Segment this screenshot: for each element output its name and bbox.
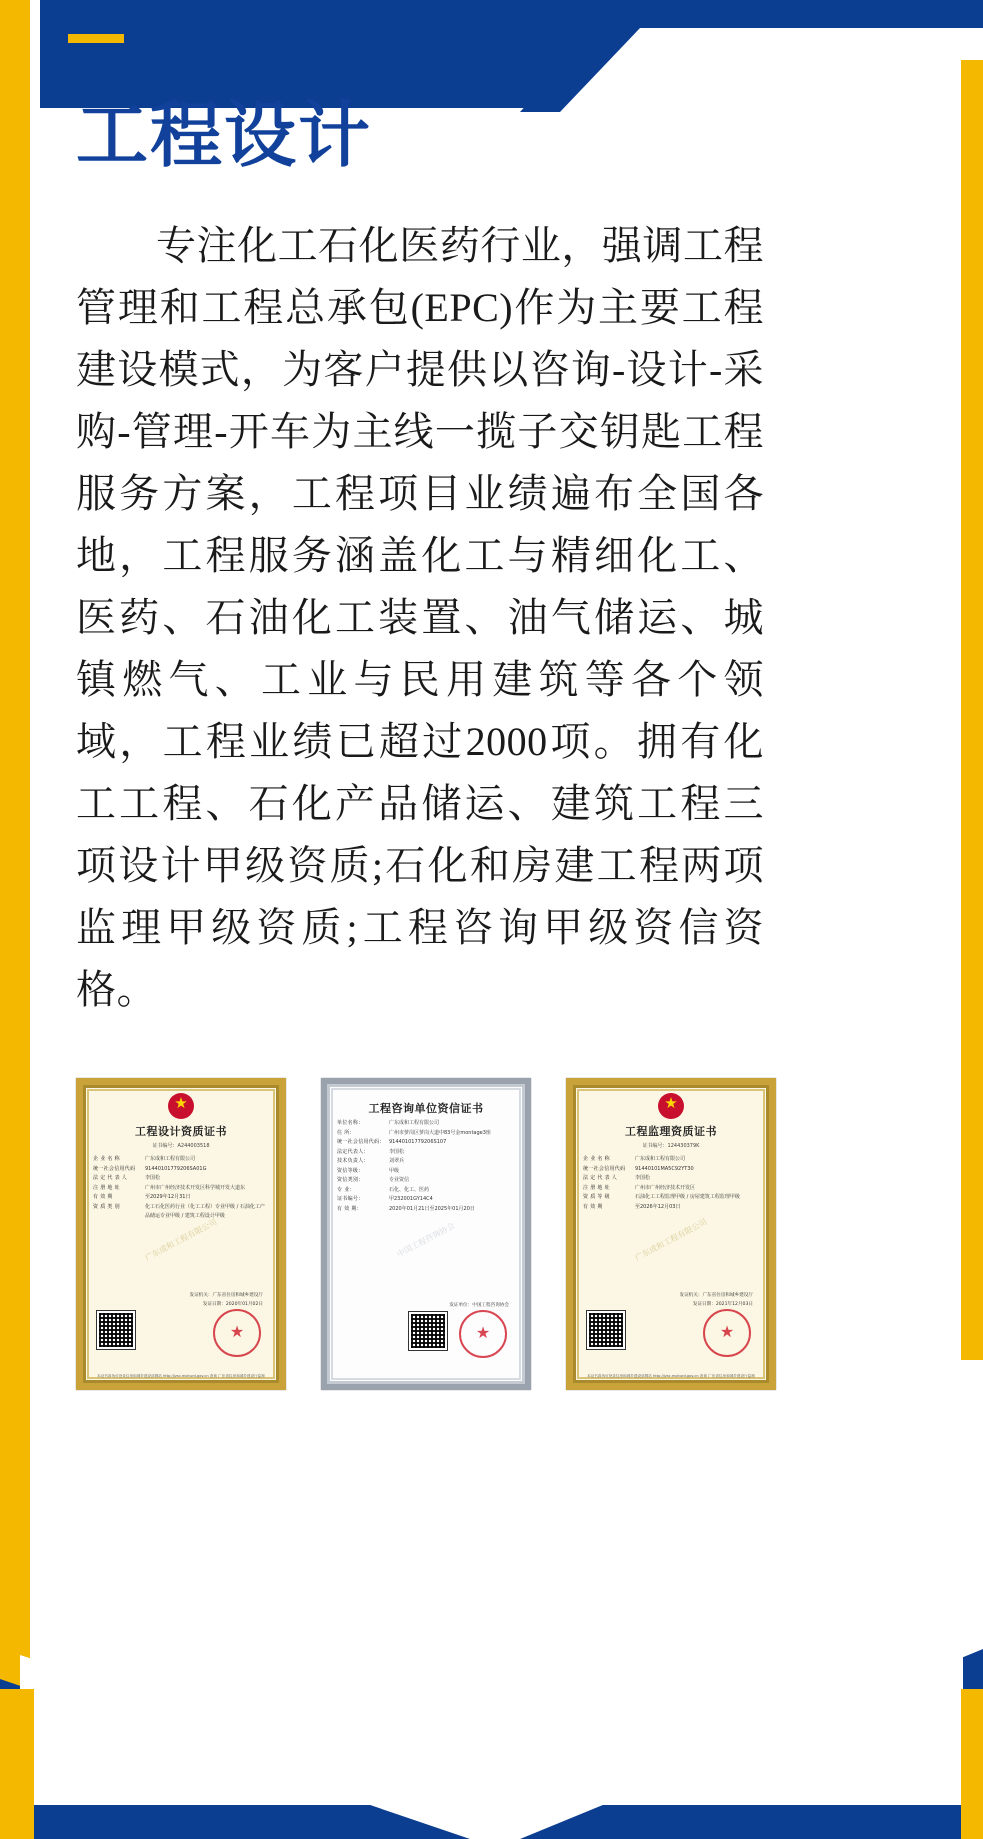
- field-key: 专 业：: [337, 1186, 355, 1193]
- field-key: 资信等级：: [337, 1167, 364, 1174]
- certificate-field: [93, 1184, 269, 1194]
- field-value: 广州市广州经济技术开发区科学城开发大道东: [145, 1184, 246, 1191]
- certificate-field: [337, 1205, 515, 1215]
- certificate-field: [337, 1148, 515, 1158]
- certificate-fields: [327, 1119, 525, 1214]
- field-value: 91440101779206S107: [389, 1139, 447, 1145]
- certificate-field: [583, 1184, 759, 1194]
- qr-code-icon: [97, 1311, 135, 1349]
- certificate-field: [337, 1157, 515, 1167]
- certificate-code: 证书编号：A244003518: [152, 1143, 210, 1149]
- field-key: 证书编号：: [337, 1196, 364, 1202]
- page-title: 工程设计: [76, 93, 373, 177]
- yellow-accent-dash: [68, 34, 124, 43]
- certificate-field: [93, 1174, 269, 1184]
- field-key: 资 质 类 别: [93, 1203, 120, 1210]
- certificate-title: 工程监理资质证书: [625, 1125, 717, 1138]
- certificate-gallery: [76, 1078, 776, 1390]
- content-block: [76, 93, 776, 1021]
- certificate-field: [583, 1165, 759, 1175]
- certificate-issuer-block: [449, 1302, 509, 1310]
- field-key: 统一社会信用代码: [93, 1165, 136, 1172]
- field-value: 甲级: [389, 1167, 400, 1174]
- field-key: 统一社会信用代码：: [337, 1139, 385, 1145]
- certificate-field: [583, 1174, 759, 1184]
- footer-yellow-right: [961, 1689, 983, 1839]
- stamp-icon: [459, 1310, 507, 1358]
- certificate-consulting[interactable]: [321, 1078, 531, 1390]
- field-key: 法 定 代 表 人: [583, 1175, 618, 1181]
- field-key: 资信类别：: [337, 1177, 364, 1183]
- emblem-icon: [168, 1093, 194, 1119]
- certificate-design[interactable]: [76, 1078, 286, 1390]
- footer-yellow-left: [0, 1689, 34, 1839]
- certificate-code: 证书编号：124430379K: [642, 1143, 700, 1149]
- certificate-field: [93, 1155, 269, 1165]
- certificate-field: [93, 1165, 269, 1175]
- certificate-issuer: 发证机关：广东省住房和城乡建设厅: [189, 1293, 263, 1299]
- field-value: 李国松: [389, 1148, 405, 1155]
- qr-code-icon: [587, 1311, 625, 1349]
- certificate-issue-date: 发证日期：2020年01月02日: [202, 1301, 263, 1307]
- footer-decoration: [0, 1409, 983, 1839]
- field-value: 至2026年12月03日: [635, 1203, 681, 1210]
- field-key: 单位名称：: [337, 1120, 364, 1126]
- certificate-field: [93, 1203, 269, 1222]
- field-value: 广东成和工程有限公司: [389, 1120, 440, 1126]
- field-key: 有 效 期: [583, 1203, 603, 1210]
- certificate-issuer-block: [679, 1292, 753, 1309]
- certificate-field: [337, 1138, 515, 1148]
- certificate-footnote: 本证书真伪可登录住房和城乡建设部网站 http://jzsc.mohurd.gov.cn 查询 广东省住房和城乡建设厅监制: [97, 1373, 265, 1378]
- field-key: 企 业 名 称: [93, 1156, 120, 1162]
- field-key: 企 业 名 称: [583, 1156, 610, 1162]
- watermark-text: 广东成和工程有限公司: [143, 1217, 219, 1263]
- field-value: 李国松: [145, 1175, 161, 1181]
- field-value: 广州市广州经济技术开发区: [635, 1184, 696, 1191]
- field-value: 甲232001GY14C4: [389, 1196, 433, 1202]
- stamp-icon: [703, 1309, 751, 1357]
- stamp-icon: [213, 1309, 261, 1357]
- footer-white-chevron: [20, 1475, 963, 1805]
- certificate-field: [337, 1186, 515, 1196]
- field-value: 李国松: [635, 1175, 651, 1181]
- field-value: 石油化工工程监理甲级 / 房屋建筑工程监理甲级: [635, 1194, 740, 1200]
- certificate-field: [337, 1176, 515, 1186]
- certificate-field: [583, 1155, 759, 1165]
- certificate-issuer-block: [189, 1292, 263, 1309]
- certificate-field: [337, 1167, 515, 1177]
- field-value: 刘翠兵: [389, 1158, 405, 1164]
- field-value: 石化、化工、医药: [389, 1186, 430, 1193]
- field-key: 法 定 代 表 人: [93, 1175, 128, 1181]
- certificate-title: 工程设计资质证书: [135, 1125, 227, 1138]
- certificate-fields: [83, 1155, 279, 1222]
- field-key: 法定代表人：: [337, 1148, 369, 1155]
- field-value: 至2029年12月31日: [145, 1194, 191, 1200]
- field-key: 住 所：: [337, 1129, 355, 1136]
- field-value: 2020年01月21日至2025年01月20日: [389, 1205, 475, 1212]
- certificate-issuer: 发证机关：广东省住房和城乡建设厅: [679, 1293, 753, 1299]
- watermark-text: 广东成和工程有限公司: [633, 1217, 709, 1263]
- certificate-field: [337, 1119, 515, 1129]
- certificate-field: [583, 1203, 759, 1213]
- emblem-icon: [658, 1093, 684, 1119]
- field-value: 91440101779206SA01G: [145, 1165, 207, 1172]
- right-yellow-bar: [961, 60, 983, 1360]
- field-key: 注 册 地 址: [583, 1184, 610, 1191]
- field-key: 有 效 期: [93, 1194, 113, 1200]
- field-key: 有 效 期：: [337, 1205, 362, 1212]
- certificate-field: [337, 1195, 515, 1205]
- certificate-field: [337, 1129, 515, 1139]
- certificate-footnote: 本证书真伪可登录住房和城乡建设部网站 http://jzsc.mohurd.gov.cn 查询 广东省住房和城乡建设厅监制: [587, 1373, 755, 1378]
- field-value: 专业资信: [389, 1177, 410, 1183]
- field-key: 资 质 等 级: [583, 1194, 610, 1200]
- certificate-issue-date: 发证日期：2021年12月03日: [692, 1301, 753, 1307]
- field-key: 技术负责人：: [337, 1158, 369, 1164]
- field-value: 广州市萝岗区萝岗大道中83号金montage3座: [389, 1129, 491, 1136]
- certificate-field: [583, 1193, 759, 1203]
- field-key: 统一社会信用代码: [583, 1165, 626, 1172]
- field-key: 注 册 地 址: [93, 1184, 120, 1191]
- field-value: 广东成和工程有限公司: [635, 1156, 686, 1162]
- field-value: 化工石化医药行业（化工工程）专业甲级 / 石油化工产品储运专业甲级 / 建筑工程设计甲级: [145, 1203, 265, 1219]
- qr-code-icon: [409, 1312, 447, 1350]
- body-paragraph: 专注化工石化医药行业，强调工程管理和工程总承包(EPC)作为主要工程建设模式，为客户提供以咨询-设计-采购-管理-开车为主线一揽子交钥匙工程服务方案，工程项目业绩遍布全国各地，工程服务涵盖化工与精细化工、医药、石油化工装置、油气储运、城镇燃气、工业与民用建筑等各个领域，工程业绩已超过2000项。拥有化工工程、石化产品储运、建筑工程三项设计甲级资质;石化和房建工程两项监理甲级资质;工程咨询甲级资信资格。: [76, 223, 764, 1013]
- field-value: 91440101MA5C92YT30: [635, 1165, 694, 1172]
- watermark-text: 中国工程咨询协会: [395, 1221, 457, 1259]
- field-value: 广东成和工程有限公司: [145, 1156, 196, 1162]
- certificate-field: [93, 1193, 269, 1203]
- certificate-title: 工程咨询单位资信证书: [368, 1102, 484, 1115]
- certificate-issuer: 发证单位：中国工程咨询协会: [449, 1302, 509, 1308]
- certificate-fields: [573, 1155, 769, 1212]
- certificate-supervision[interactable]: [566, 1078, 776, 1390]
